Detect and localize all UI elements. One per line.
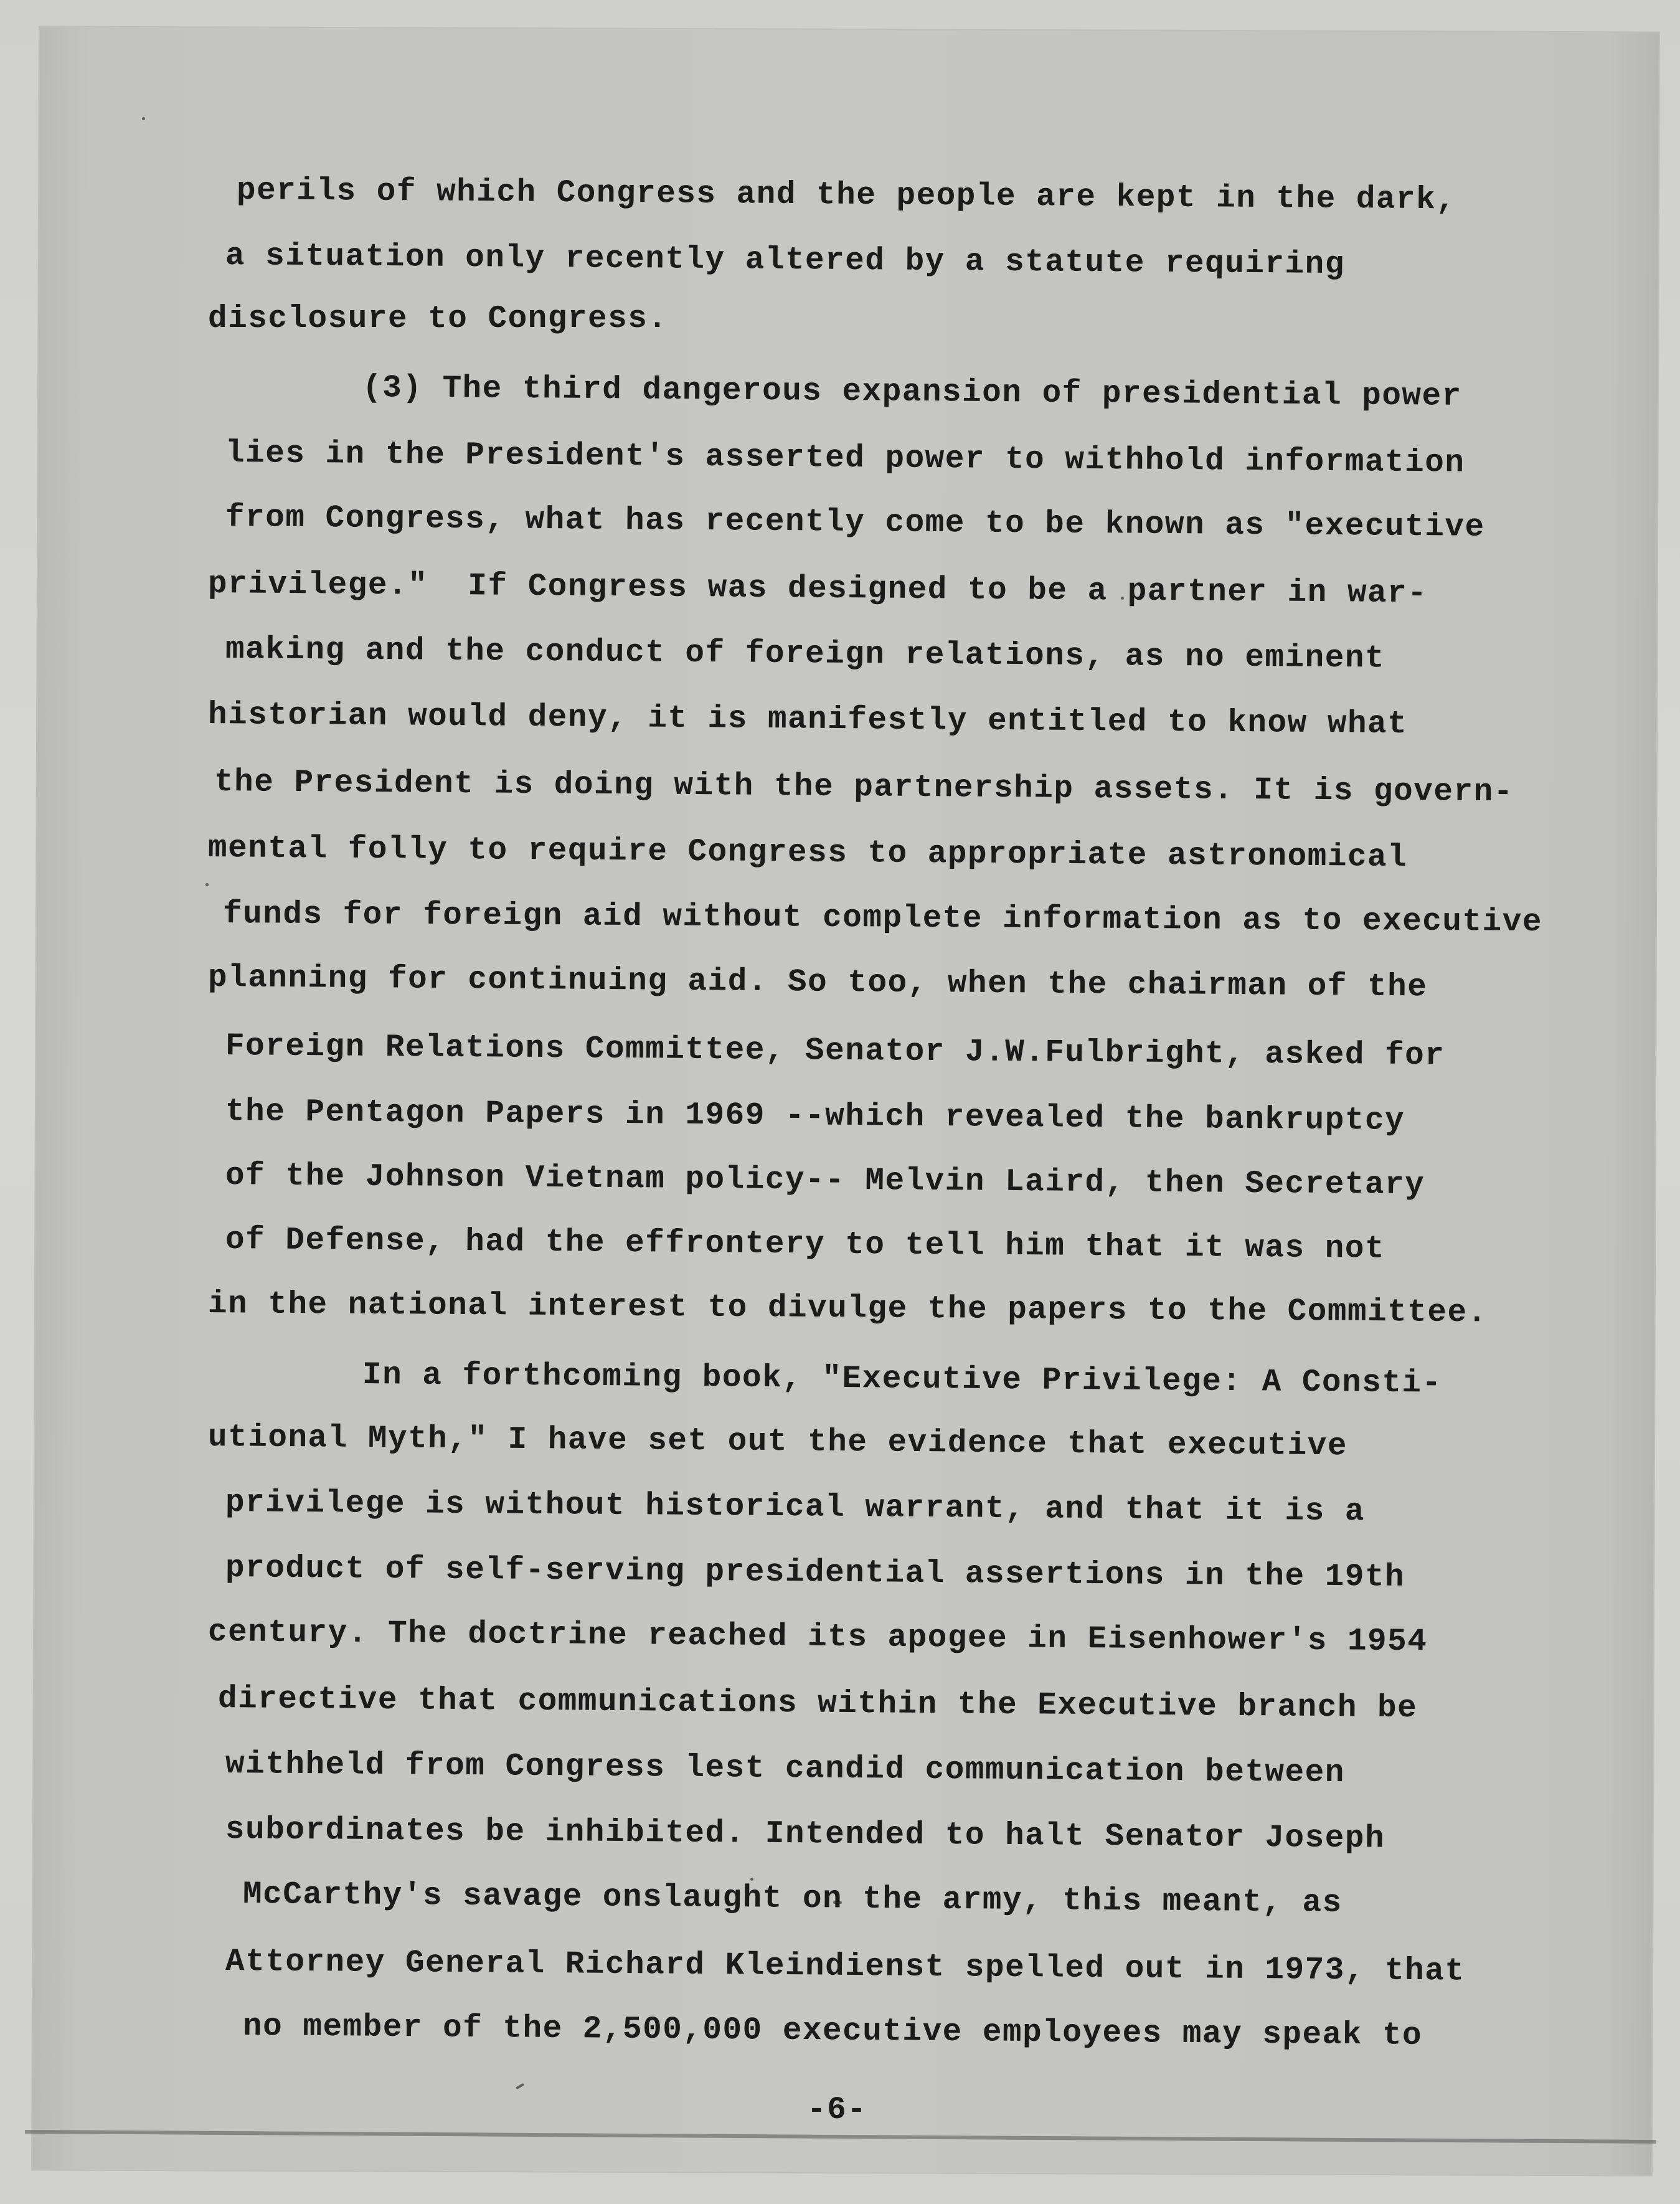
text-line: subordinates be inhibited. Intended to halt Senator Joseph	[225, 1812, 1385, 1857]
text-line: lies in the President's asserted power to withhold information	[225, 436, 1465, 481]
text-line: privilege is without historical warrant, and that it is a	[225, 1485, 1366, 1530]
page-number: -6-	[807, 2093, 867, 2128]
text-line: utional Myth," I have set out the evidence that executive	[207, 1420, 1348, 1465]
text-line: privilege." If Congress was designed to be a partner in war-	[207, 567, 1428, 612]
text-line: product of self-serving presidential assertions in the 19th	[225, 1551, 1405, 1596]
text-line: disclosure to Congress.	[208, 301, 668, 337]
text-line: a situation only recently altered by a statute requiring	[225, 239, 1346, 283]
text-line: McCarthy's savage onslaught on the army, this meant, as	[242, 1877, 1343, 1921]
text-line: planning for continuing aid. So too, when the chairman of the	[207, 960, 1428, 1006]
text-line: In a forthcoming book, "Executive Privilege: A Consti-	[362, 1358, 1442, 1402]
text-line: of Defense, had the effrontery to tell him that it was not	[225, 1223, 1385, 1267]
text-line: of the Johnson Vietnam policy-- Melvin Laird, then Secretary	[225, 1158, 1425, 1204]
text-line: the President is doing with the partnership assets. It is govern-	[214, 765, 1514, 811]
text-line: funds for foreign aid without complete information as to executive	[222, 897, 1543, 940]
text-line: in the national interest to divulge the papers to the Committee.	[207, 1287, 1488, 1331]
text-line: the Pentagon Papers in 1969 --which revealed the bankruptcy	[225, 1094, 1405, 1139]
text-line: (3) The third dangerous expansion of presidential power	[362, 371, 1462, 415]
text-line: no member of the 2,500,000 executive employees may speak to	[242, 2009, 1423, 2054]
text-line: century. The doctrine reached its apogee in Eisenhower's 1954	[207, 1615, 1428, 1660]
text-line: directive that communications within the Executive branch be	[217, 1681, 1418, 1727]
text-line: from Congress, what has recently come to be known as "executive	[225, 500, 1485, 546]
text-line: mental folly to require Congress to appropriate astronomical	[207, 831, 1408, 876]
text-line: making and the conduct of foreign relations, as no eminent	[225, 632, 1385, 677]
text-line: withheld from Congress lest candid communication between	[225, 1747, 1346, 1792]
text-line: perils of which Congress and the people are kept in the dark,	[236, 173, 1456, 219]
text-line: historian would deny, it is manifestly entitled to know what	[207, 698, 1408, 743]
text-line: Foreign Relations Committee, Senator J.W.Fulbright, asked for	[225, 1029, 1445, 1074]
text-line: Attorney General Richard Kleindienst spelled out in 1973, that	[225, 1944, 1465, 1990]
